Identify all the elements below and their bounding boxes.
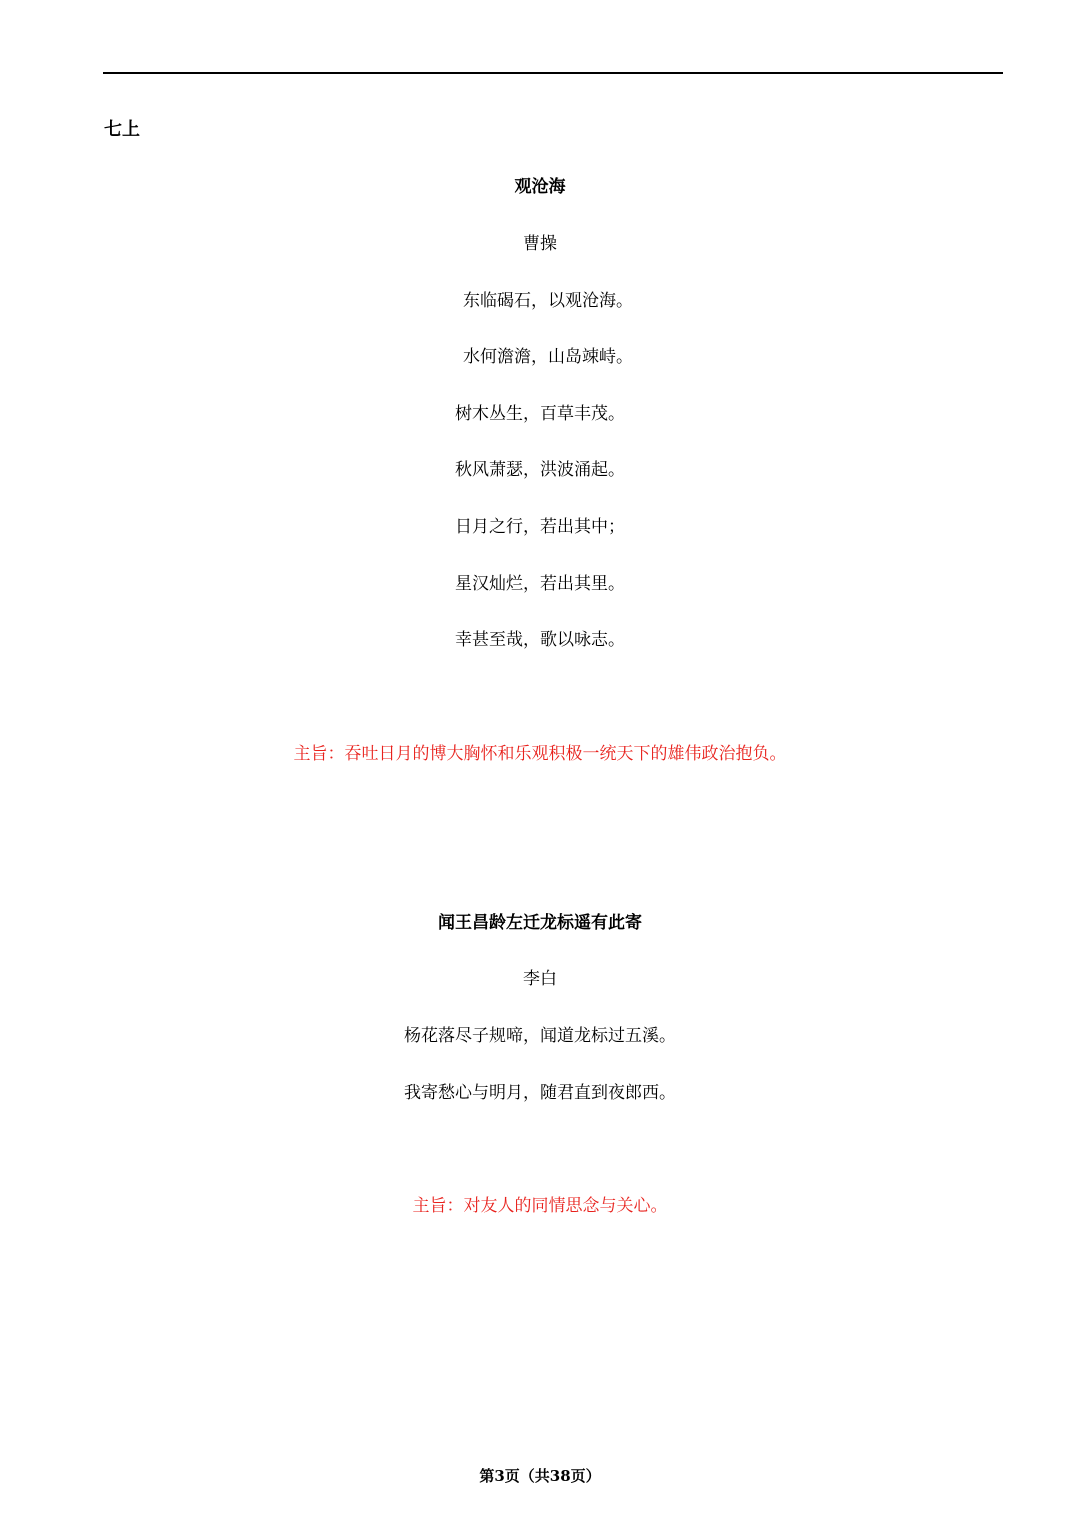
poem-title: 观沧海: [514, 177, 566, 197]
section-label: 七上: [104, 119, 140, 140]
poem-author: 曹操: [523, 234, 557, 254]
poem-line: 日月之行，若出其中；: [455, 517, 625, 537]
poem-line: 杨花落尽子规啼，闻道龙标过五溪。: [404, 1026, 676, 1046]
poem-title: 闻王昌龄左迁龙标遥有此寄: [438, 913, 642, 933]
poem-theme: 主旨：吞吐日月的博大胸怀和乐观积极一统天下的雄伟政治抱负。: [293, 744, 787, 764]
poem-line: 水何澹澹，山岛竦峙。: [463, 347, 633, 367]
poem-line: 秋风萧瑟，洪波涌起。: [455, 460, 625, 480]
poem-line: 东临碣石，以观沧海。: [463, 291, 633, 311]
page-number: 第3页（共38页）: [479, 1467, 601, 1485]
poem-theme: 主旨：对友人的同情思念与关心。: [412, 1196, 668, 1216]
header-rule: [103, 72, 1003, 74]
poem-line: 星汉灿烂，若出其里。: [455, 574, 625, 594]
poem-line: 我寄愁心与明月，随君直到夜郎西。: [404, 1083, 676, 1103]
poem-author: 李白: [523, 969, 557, 989]
poem-line: 幸甚至哉，歌以咏志。: [455, 630, 625, 650]
poem-line: 树木丛生，百草丰茂。: [455, 404, 625, 424]
